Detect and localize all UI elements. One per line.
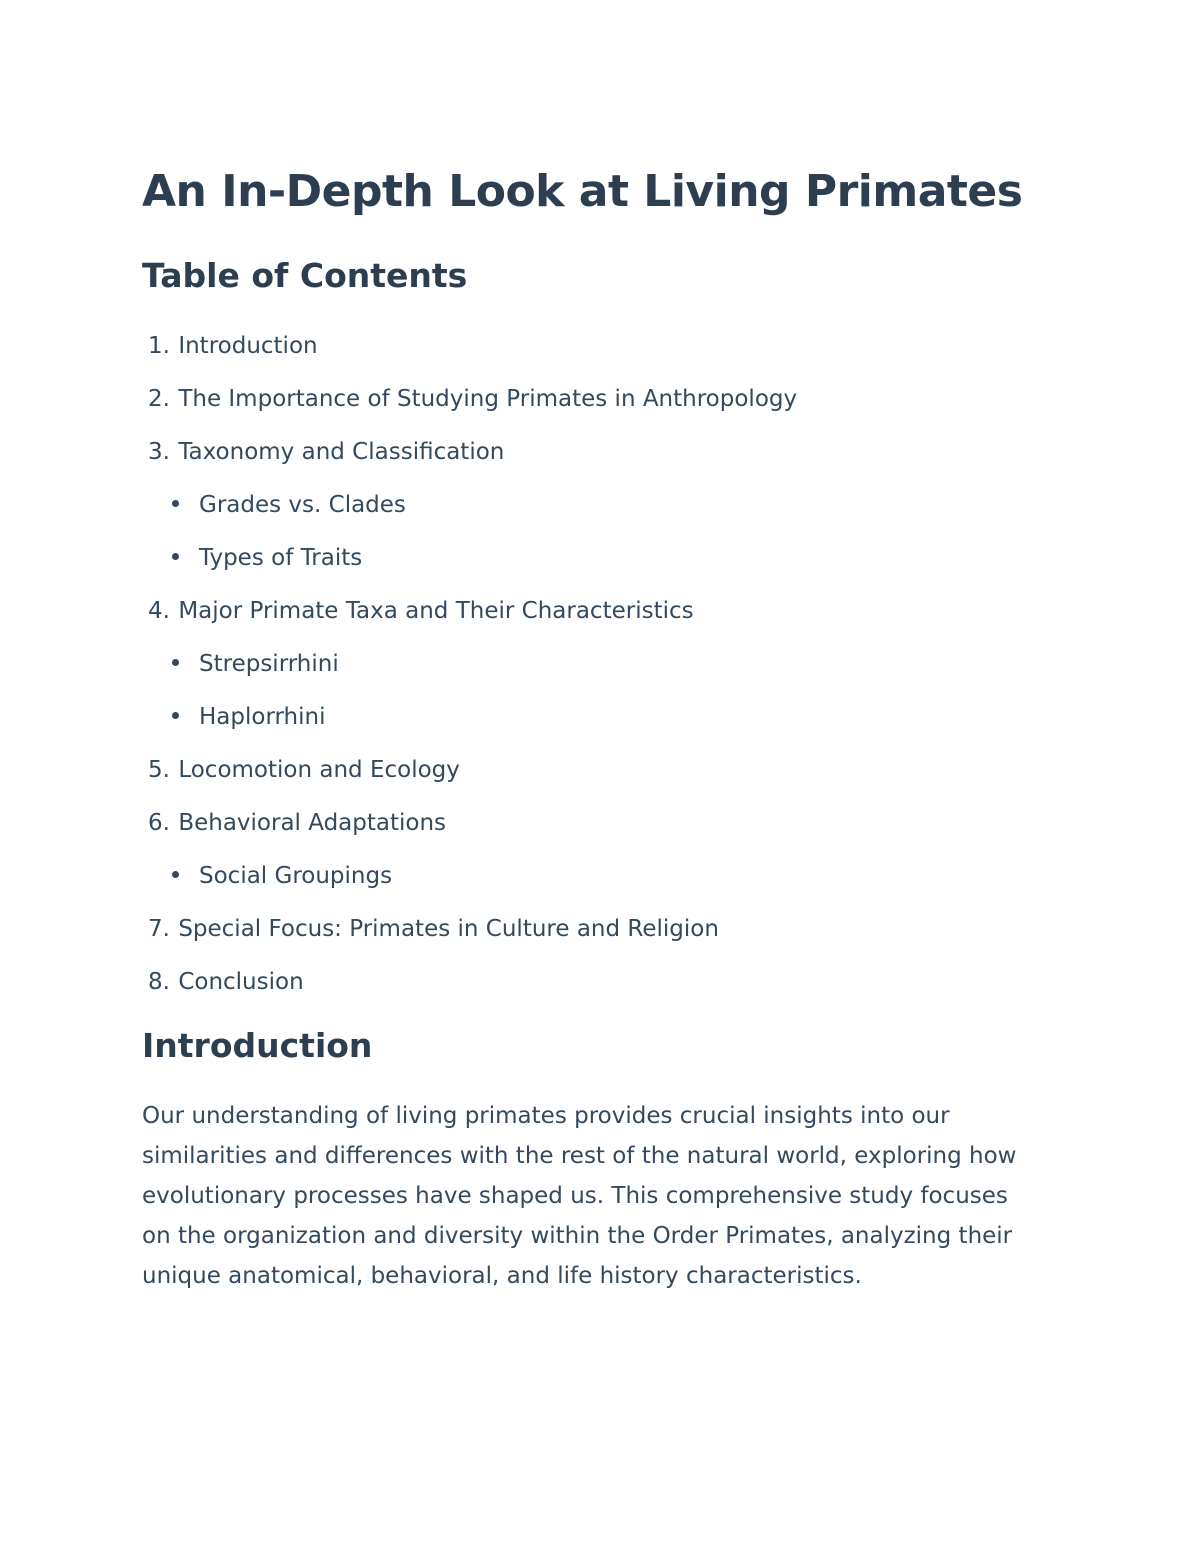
toc-item-label: The Importance of Studying Primates in Anthropology (178, 386, 798, 412)
toc-item-number: 1. (148, 333, 170, 359)
toc-item-number: 2. (148, 386, 170, 412)
toc-item-behavioral[interactable] (142, 803, 797, 856)
toc-item-taxonomy[interactable] (142, 432, 797, 485)
toc-item-number: 6. (148, 810, 170, 836)
toc-item-locomotion[interactable] (142, 750, 797, 803)
toc-item-label: Conclusion (178, 969, 304, 995)
toc-subitem-label: Social Groupings (199, 863, 393, 889)
toc-item-number: 8. (148, 969, 170, 995)
document-title: An In-Depth Look at Living Primates (142, 166, 1023, 217)
bullet-icon (172, 553, 179, 560)
toc-item-major-taxa[interactable] (142, 591, 797, 644)
table-of-contents (142, 326, 797, 1015)
toc-subitem-strepsirrhini[interactable] (142, 644, 797, 697)
bullet-icon (172, 659, 179, 666)
toc-subitem-types-of-traits[interactable] (142, 538, 797, 591)
bullet-icon (172, 871, 179, 878)
toc-item-label: Introduction (178, 333, 318, 359)
toc-subitem-label: Haplorrhini (199, 704, 326, 730)
toc-subitem-social-groupings[interactable] (142, 856, 797, 909)
toc-item-label: Behavioral Adaptations (178, 810, 447, 836)
bullet-icon (172, 500, 179, 507)
toc-item-number: 5. (148, 757, 170, 783)
bullet-icon (172, 712, 179, 719)
toc-item-number: 4. (148, 598, 170, 624)
toc-subitem-label: Types of Traits (199, 545, 363, 571)
introduction-paragraph: Our understanding of living primates provides crucial insights into our similarities and differences with the rest of the natural world, exploring how evolutionary processes have shaped us. This comprehensive study focuses on the organization and diversity within the Order Primates, analyzing their unique anatomical, behavioral, and life history characteristics. (142, 1103, 1017, 1289)
toc-item-introduction[interactable] (142, 326, 797, 379)
toc-subitem-label: Grades vs. Clades (199, 492, 406, 518)
toc-item-label: Locomotion and Ecology (178, 757, 460, 783)
toc-subitem-label: Strepsirrhini (199, 651, 339, 677)
section-heading-introduction: Introduction (142, 1026, 373, 1065)
toc-item-label: Taxonomy and Classification (178, 439, 505, 465)
toc-subitem-haplorrhini[interactable] (142, 697, 797, 750)
toc-subitem-grades-vs-clades[interactable] (142, 485, 797, 538)
toc-item-importance[interactable] (142, 379, 797, 432)
toc-item-number: 3. (148, 439, 170, 465)
toc-item-label: Major Primate Taxa and Their Characteristics (178, 598, 694, 624)
toc-heading: Table of Contents (142, 256, 468, 295)
toc-item-conclusion[interactable] (142, 962, 797, 1015)
toc-item-special-focus[interactable] (142, 909, 797, 962)
toc-item-number: 7. (148, 916, 170, 942)
toc-item-label: Special Focus: Primates in Culture and Religion (178, 916, 719, 942)
